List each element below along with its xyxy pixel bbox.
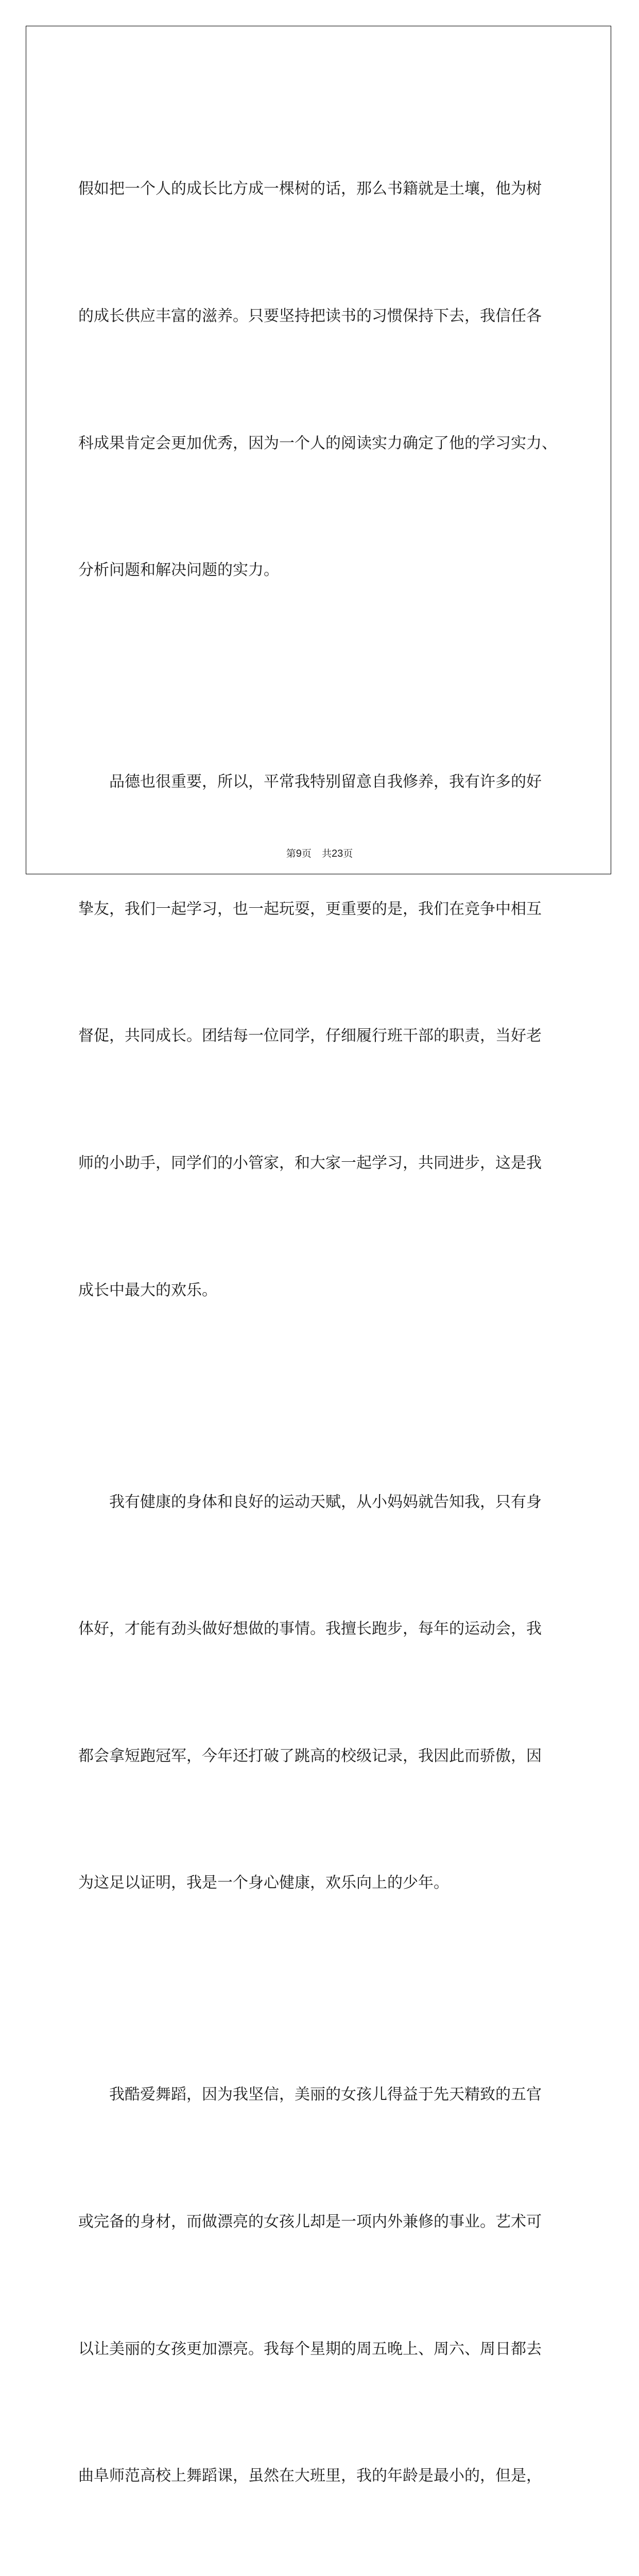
text-line: 师的小助手，同学们的小管家，和大家一起学习，共同进步，这是我 <box>78 1154 542 1172</box>
text-line: 成长中最大的欢乐。 <box>78 1281 217 1299</box>
total-pages: 23 <box>331 848 343 859</box>
page-footer <box>0 846 639 860</box>
text-line: 我酷爱舞蹈，因为我坚信，美丽的女孩儿得益于先天精致的五官 <box>78 2086 542 2104</box>
paragraph-2 <box>78 676 562 1396</box>
text-line: 分析问题和解决问题的实力。 <box>78 561 279 580</box>
text-line: 我有健康的身体和良好的运动天赋，从小妈妈就告知我，只有身 <box>78 1493 542 1511</box>
total-suffix: 页 <box>343 848 353 859</box>
text-line: 的成长供应丰富的滋养。只要坚持把读书的习惯保持下去，我信任各 <box>78 307 542 325</box>
total-prefix: 共 <box>321 848 332 859</box>
page-suffix: 页 <box>301 848 312 859</box>
page-prefix: 第 <box>286 848 296 859</box>
text-line: 假如把一个人的成长比方成一棵树的话，那么书籍就是土壤，他为树 <box>78 180 542 198</box>
text-line: 督促，共同成长。团结每一位同学，仔细履行班干部的职责，当好老 <box>78 1027 542 1045</box>
document-body <box>78 83 562 2576</box>
text-line: 品德也很重要，所以，平常我特别留意自我修养，我有许多的好 <box>78 773 542 791</box>
text-line: 曲阜师范高校上舞蹈课，虽然在大班里，我的年龄是最小的，但是， <box>78 2467 542 2485</box>
text-line: 为这足以证明，我是一个身心健康，欢乐向上的少年。 <box>78 1874 449 1892</box>
page-number: 9 <box>296 848 302 859</box>
text-line: 都会拿短跑冠军，今年还打破了跳高的校级记录，我因此而骄傲，因 <box>78 1747 542 1765</box>
paragraph-3 <box>78 1396 562 1989</box>
text-line: 挚友，我们一起学习，也一起玩耍，更重要的是，我们在竞争中相互 <box>78 900 542 918</box>
paragraph-1 <box>78 83 562 676</box>
text-line: 以让美丽的女孩更加漂亮。我每个星期的周五晚上、周六、周日都去 <box>78 2340 542 2358</box>
paragraph-4 <box>78 1989 562 2576</box>
text-line: 科成果肯定会更加优秀，因为一个人的阅读实力确定了他的学习实力、 <box>78 434 557 452</box>
text-line: 体好，才能有劲头做好想做的事情。我擅长跑步，每年的运动会，我 <box>78 1620 542 1638</box>
text-line: 或完备的身材，而做漂亮的女孩儿却是一项内外兼修的事业。艺术可 <box>78 2212 542 2231</box>
